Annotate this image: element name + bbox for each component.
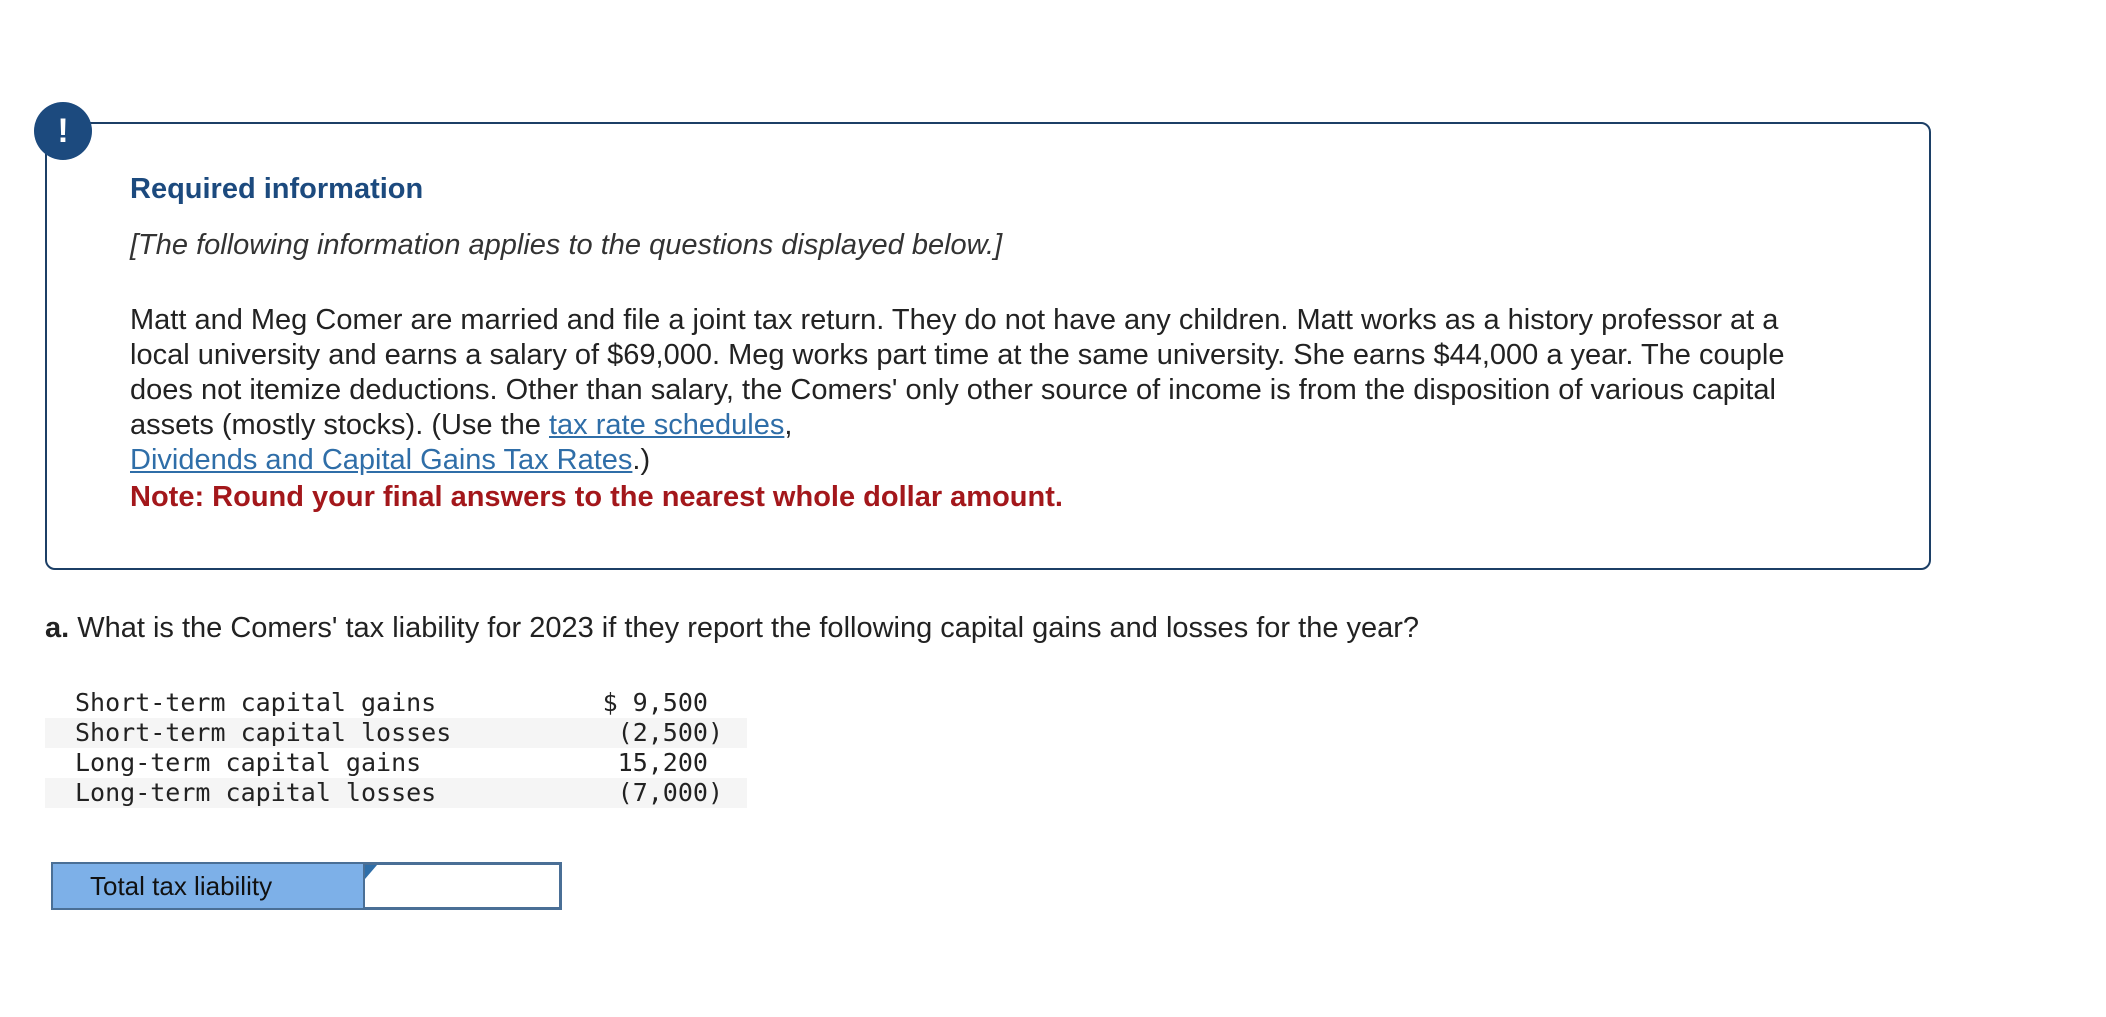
capital-gains-table xyxy=(45,688,747,808)
tax-rate-schedules-link[interactable]: tax rate schedules xyxy=(549,409,785,441)
info-body-close: .) xyxy=(632,444,651,476)
table-row xyxy=(45,778,747,808)
row-label: Long-term capital losses xyxy=(45,778,563,808)
total-tax-liability-label: Total tax liability xyxy=(51,862,365,910)
row-label: Short-term capital losses xyxy=(45,718,563,748)
info-body-text: Matt and Meg Comer are married and file a joint tax return. They do not have any children. Matt works as a history professor at a local university and earns a salary of $69,000. Meg works part time at the same university. She earns $44,000 a year. The couple does not itemize deductions. Other than salary, the Comers' only other source of income is from the disposition of various capital assets (mostly stocks). (Use the xyxy=(130,304,1785,441)
row-label: Short-term capital gains xyxy=(75,688,437,717)
row-amount: (2,500) xyxy=(563,718,747,748)
question-a xyxy=(45,612,1419,645)
question-text: What is the Comers' tax liability for 2023 if they report the following capital gains and losses for the year? xyxy=(69,612,1420,644)
table-row xyxy=(45,748,747,778)
row-amount: (7,000) xyxy=(563,778,747,808)
row-label: Long-term capital gains xyxy=(75,748,422,777)
answer-row xyxy=(51,862,562,910)
link-separator: , xyxy=(784,409,793,441)
table-row xyxy=(45,718,747,748)
rounding-note: Note: Round your final answers to the nearest whole dollar amount. xyxy=(130,481,1063,513)
row-amount: 15,200 xyxy=(617,748,723,777)
table-row xyxy=(45,688,747,718)
info-subtitle: [The following information applies to the questions displayed below.] xyxy=(130,229,1003,261)
total-tax-liability-input[interactable] xyxy=(365,865,559,907)
exclamation-icon: ! xyxy=(57,111,69,150)
dividends-capital-gains-link[interactable]: Dividends and Capital Gains Tax Rates xyxy=(130,444,633,476)
row-amount: $ 9,500 xyxy=(602,688,723,717)
info-body xyxy=(130,303,1830,515)
alert-icon xyxy=(34,102,92,160)
info-title: Required information xyxy=(130,173,424,205)
question-letter: a. xyxy=(45,612,70,644)
answer-input-wrapper xyxy=(365,862,562,910)
required-flag-icon xyxy=(365,865,377,879)
